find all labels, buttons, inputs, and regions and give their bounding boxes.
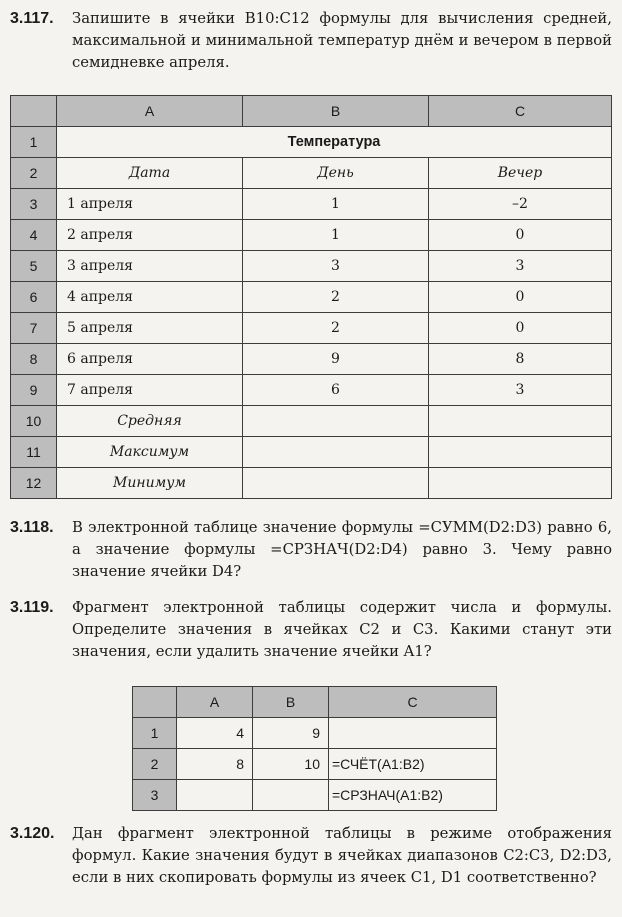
date-cell: 4 апреля [57,282,243,313]
row-header: 2 [11,158,57,189]
cell-a [177,780,253,811]
problem-3-117 [10,8,612,74]
row-header: 4 [11,220,57,251]
date-cell: 1 апреля [57,189,243,220]
table-row [11,251,612,282]
problem-number: 3.120. [10,825,55,842]
column-header-b: B [243,96,429,127]
problem-3-120 [10,823,612,889]
row-header: 9 [11,375,57,406]
row-header: 7 [11,313,57,344]
table-row [133,780,497,811]
table-row [11,375,612,406]
day-cell: 2 [243,313,429,344]
cell-c [329,718,497,749]
cell-b: 9 [253,718,329,749]
evening-cell: 3 [429,375,612,406]
evening-cell: 0 [429,282,612,313]
empty-cell [243,437,429,468]
row-header: 8 [11,344,57,375]
table-title-cell: Температура [57,127,612,158]
table-row [11,344,612,375]
table-row [11,313,612,344]
problem-3-118 [10,517,612,583]
problem-text: Запишите в ячейки B10:C12 формулы для вычисления средней, максимальной и минимальной температур днём и вечером в первой семидневке апреля. [72,10,612,71]
day-cell: 6 [243,375,429,406]
column-header-c: C [329,687,497,718]
problem-text: Дан фрагмент электронной таблицы в режиме отображения формул. Какие значения будут в ячейках диапазонов C2:C3, D2:D3, если в них скопировать формулы из ячеек C1, D1 соответственно? [72,825,612,886]
evening-cell: 8 [429,344,612,375]
date-cell: 6 апреля [57,344,243,375]
header-day: День [243,158,429,189]
empty-cell [429,468,612,499]
cell-c: =СРЗНАЧ(A1:B2) [329,780,497,811]
column-header-a: A [57,96,243,127]
table-row [11,282,612,313]
column-header-b: B [253,687,329,718]
row-header: 6 [11,282,57,313]
empty-cell [429,437,612,468]
temperature-table [10,95,612,499]
evening-cell: 0 [429,313,612,344]
problem-3-119 [10,597,612,663]
empty-cell [429,406,612,437]
problem-text: Фрагмент электронной таблицы содержит числа и формулы. Определите значения в ячейках C2 и C3. Какими станут эти значения, если удалить значение ячейки A1? [72,599,612,660]
summary-row [11,437,612,468]
cell-b [253,780,329,811]
corner-cell [11,96,57,127]
row-header: 3 [133,780,177,811]
row-header: 1 [11,127,57,158]
summary-row [11,406,612,437]
evening-cell: 0 [429,220,612,251]
day-cell: 3 [243,251,429,282]
table-row [133,718,497,749]
row-header: 2 [133,749,177,780]
row-header: 10 [11,406,57,437]
date-cell: 3 апреля [57,251,243,282]
row-header: 1 [133,718,177,749]
evening-cell: –2 [429,189,612,220]
row-header: 12 [11,468,57,499]
day-cell: 1 [243,189,429,220]
date-cell: 2 апреля [57,220,243,251]
header-date: Дата [57,158,243,189]
evening-cell: 3 [429,251,612,282]
summary-row [11,468,612,499]
table-row [133,749,497,780]
day-cell: 2 [243,282,429,313]
problem-number: 3.119. [10,599,54,616]
empty-cell [243,468,429,499]
date-cell: 7 апреля [57,375,243,406]
cell-b: 10 [253,749,329,780]
summary-label: Средняя [57,406,243,437]
cell-a: 4 [177,718,253,749]
table-row [11,220,612,251]
column-header-a: A [177,687,253,718]
cell-c: =СЧЁТ(A1:B2) [329,749,497,780]
row-header: 5 [11,251,57,282]
cell-a: 8 [177,749,253,780]
problem-text: В электронной таблице значение формулы =СУММ(D2:D3) равно 6, а значение формулы =СРЗНАЧ(D2:D4) равно 3. Чему равно значение ячейки D4? [72,519,612,580]
problem-number: 3.117. [10,10,54,27]
day-cell: 9 [243,344,429,375]
day-cell: 1 [243,220,429,251]
problem-number: 3.118. [10,519,54,536]
row-header: 3 [11,189,57,220]
summary-label: Минимум [57,468,243,499]
summary-label: Максимум [57,437,243,468]
formula-table [132,686,497,811]
empty-cell [243,406,429,437]
date-cell: 5 апреля [57,313,243,344]
header-evening: Вечер [429,158,612,189]
table-row [11,189,612,220]
corner-cell [133,687,177,718]
column-header-c: C [429,96,612,127]
row-header: 11 [11,437,57,468]
